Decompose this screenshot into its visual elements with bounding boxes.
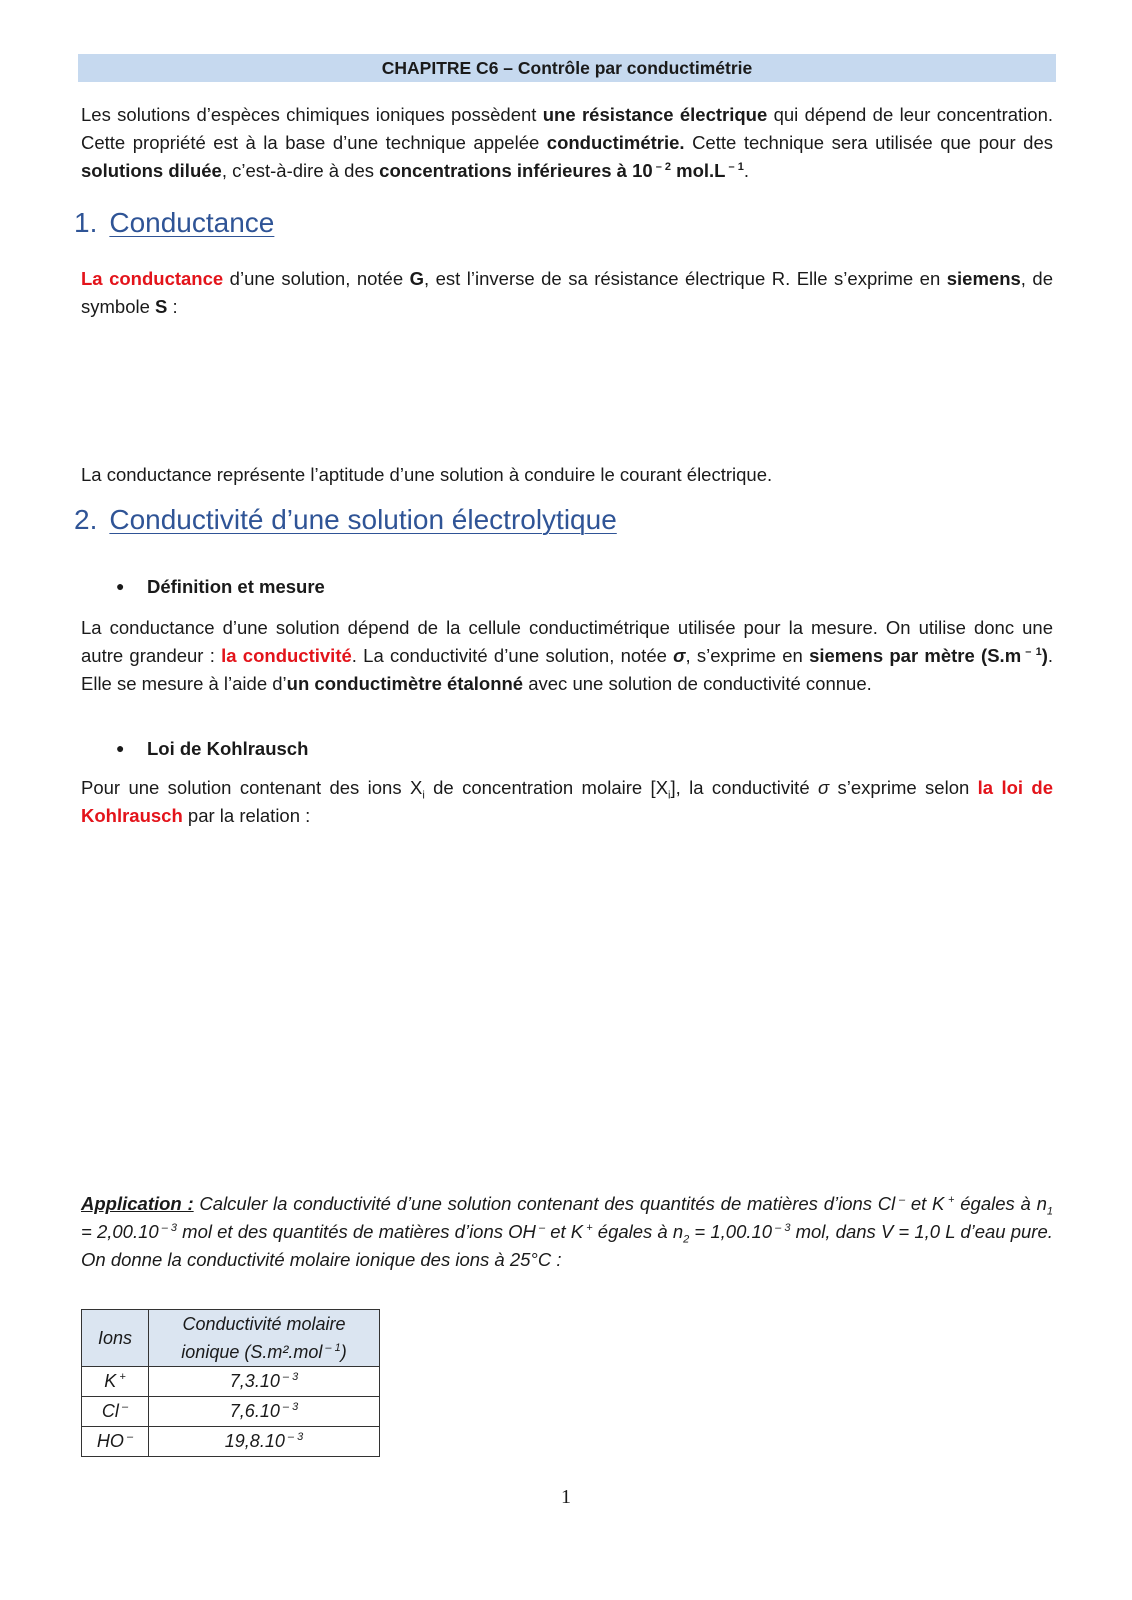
- bold-text: G: [409, 268, 424, 289]
- section-1-heading: [74, 207, 274, 239]
- text: Calculer la conductivité d’une solution contenant des quantités de matières d’ions Cl: [193, 1193, 896, 1214]
- exponent: – 3: [158, 1221, 178, 1234]
- text: siemens par mètre (S.m: [809, 645, 1022, 666]
- text: , est l’inverse de sa résistance électrique R. Elle s’exprime en: [424, 268, 947, 289]
- text: Cette technique sera utilisée que pour des: [684, 132, 1053, 153]
- application-paragraph: [81, 1190, 1053, 1274]
- conductance-definition: [81, 265, 1053, 321]
- text: de concentration molaire [X: [424, 777, 669, 798]
- text: s’exprime selon: [829, 777, 978, 798]
- text: .: [743, 160, 749, 181]
- bold-text: solutions diluée: [81, 160, 222, 181]
- table-row: [82, 1367, 380, 1397]
- bullet-definition: [116, 576, 325, 598]
- text: concentrations inférieures à 10: [379, 160, 653, 181]
- text: mol.L: [671, 160, 726, 181]
- text: HO: [96, 1431, 124, 1451]
- exponent: +: [944, 1193, 955, 1206]
- bold-text: siemens: [946, 268, 1021, 289]
- conductance-meaning: La conductance représente l’aptitude d’une solution à conduire le courant électrique.: [81, 464, 773, 485]
- bullet-icon: ●: [116, 740, 125, 756]
- text: qui dépend de leur concentration. Cette propriété est à la base d’une technique appelée: [81, 104, 1053, 153]
- text: Les solutions d’espèces chimiques ioniques possèdent: [81, 104, 543, 125]
- text: :: [167, 296, 178, 317]
- exponent: –: [123, 1431, 134, 1443]
- exponent: +: [583, 1221, 593, 1234]
- table-row: [82, 1427, 380, 1457]
- value-cell: [149, 1367, 380, 1397]
- intro-paragraph: [81, 101, 1053, 185]
- highlight-term: la loi de Kohlrausch: [81, 777, 1053, 826]
- bullet-label: Définition et mesure: [147, 576, 325, 597]
- text: ionique (S.m².mol: [181, 1342, 323, 1362]
- sigma-symbol: σ: [818, 777, 830, 798]
- text: Pour une solution contenant des ions X: [81, 777, 423, 798]
- bold-text: [809, 645, 1048, 666]
- bold-text: une résistance électrique: [542, 104, 768, 125]
- bold-text: S: [155, 296, 168, 317]
- exponent: – 1: [725, 160, 744, 173]
- ion-cell: [82, 1427, 149, 1457]
- text: ): [340, 1342, 347, 1362]
- subscript: 1: [1046, 1205, 1053, 1218]
- application-label: Application :: [81, 1193, 194, 1214]
- section-number: 1.: [74, 207, 98, 238]
- section-2-heading: [74, 504, 617, 536]
- subscript: i: [668, 789, 671, 802]
- bullet-kohlrausch: [116, 738, 308, 760]
- table-header-row: [82, 1310, 380, 1367]
- exponent: –: [535, 1221, 546, 1234]
- exponent: – 3: [284, 1431, 304, 1443]
- ion-cell: [82, 1397, 149, 1427]
- exponent: – 1: [1021, 645, 1042, 658]
- section-title: Conductivité d’une solution électrolytique: [109, 504, 617, 535]
- table-row: [82, 1397, 380, 1427]
- bullet-label: Loi de Kohlrausch: [147, 738, 309, 759]
- text: mol et des quantités de matières d’ions OH: [177, 1221, 536, 1242]
- exponent: –: [118, 1401, 129, 1413]
- ion-cell: [82, 1367, 149, 1397]
- text: = 1,00.10: [689, 1221, 773, 1242]
- text: . Elle se mesure à l’aide d’: [81, 645, 1054, 694]
- header-ions: Ions: [82, 1310, 149, 1367]
- text: 7,6.10: [229, 1401, 280, 1421]
- given-data-text: On donne la conductivité molaire ionique des ions à 25°C :: [81, 1249, 562, 1270]
- text: K: [104, 1371, 117, 1391]
- exponent: – 3: [279, 1401, 299, 1413]
- exponent: – 1: [322, 1342, 341, 1354]
- text: avec une solution de conductivité connue.: [523, 673, 872, 694]
- header-conductivity: [149, 1310, 380, 1367]
- page-number: 1: [561, 1486, 571, 1508]
- text: = 2,00.10: [81, 1221, 159, 1242]
- ionic-conductivity-table: [81, 1309, 380, 1457]
- exponent: –: [895, 1193, 906, 1206]
- subscript: 2: [683, 1233, 690, 1246]
- text: par la relation :: [182, 805, 311, 826]
- text: et K: [905, 1193, 945, 1214]
- text: La conductance d’une solution dépend de la cellule conductimétrique utilisée pour la mesure. On utilise donc une autre grandeur :: [81, 617, 1053, 666]
- bold-text: conductimétrie.: [546, 132, 685, 153]
- value-cell: [149, 1397, 380, 1427]
- text: égales à n: [954, 1193, 1047, 1214]
- text: , s’exprime en: [685, 645, 810, 666]
- text: et K: [545, 1221, 584, 1242]
- text: , de symbole: [81, 268, 1053, 317]
- text: ], la conductivité: [670, 777, 818, 798]
- text: d’une solution, notée: [223, 268, 410, 289]
- text: , c’est-à-dire à des: [221, 160, 380, 181]
- value-cell: [149, 1427, 380, 1457]
- exponent: – 3: [772, 1221, 791, 1234]
- section-number: 2.: [74, 504, 98, 535]
- text: . La conductivité d’une solution, notée: [351, 645, 674, 666]
- bold-text: un conductimètre étalonné: [286, 673, 524, 694]
- text: Cl: [101, 1401, 119, 1421]
- exponent: +: [116, 1371, 126, 1383]
- text: égales à n: [592, 1221, 684, 1242]
- highlight-term: La conductance: [81, 268, 224, 289]
- text: Conductivité molaire: [182, 1314, 346, 1334]
- text: 19,8.10: [224, 1431, 285, 1451]
- bold-text: [379, 160, 744, 181]
- text: ): [1041, 645, 1048, 666]
- text: 7,3.10: [229, 1371, 280, 1391]
- exponent: – 3: [279, 1371, 299, 1383]
- kohlrausch-paragraph: [81, 774, 1053, 830]
- sigma-symbol: σ: [673, 645, 686, 666]
- exponent: – 2: [652, 160, 672, 173]
- subscript: i: [422, 789, 425, 802]
- bullet-icon: ●: [116, 578, 125, 594]
- section-title: Conductance: [109, 207, 275, 238]
- conductivity-definition: [81, 614, 1053, 698]
- highlight-term: la conductivité: [221, 645, 352, 666]
- chapter-title-banner: CHAPITRE C6 – Contrôle par conductimétrie: [78, 54, 1056, 82]
- text: mol, dans V = 1,0 L d’eau pure.: [790, 1221, 1053, 1242]
